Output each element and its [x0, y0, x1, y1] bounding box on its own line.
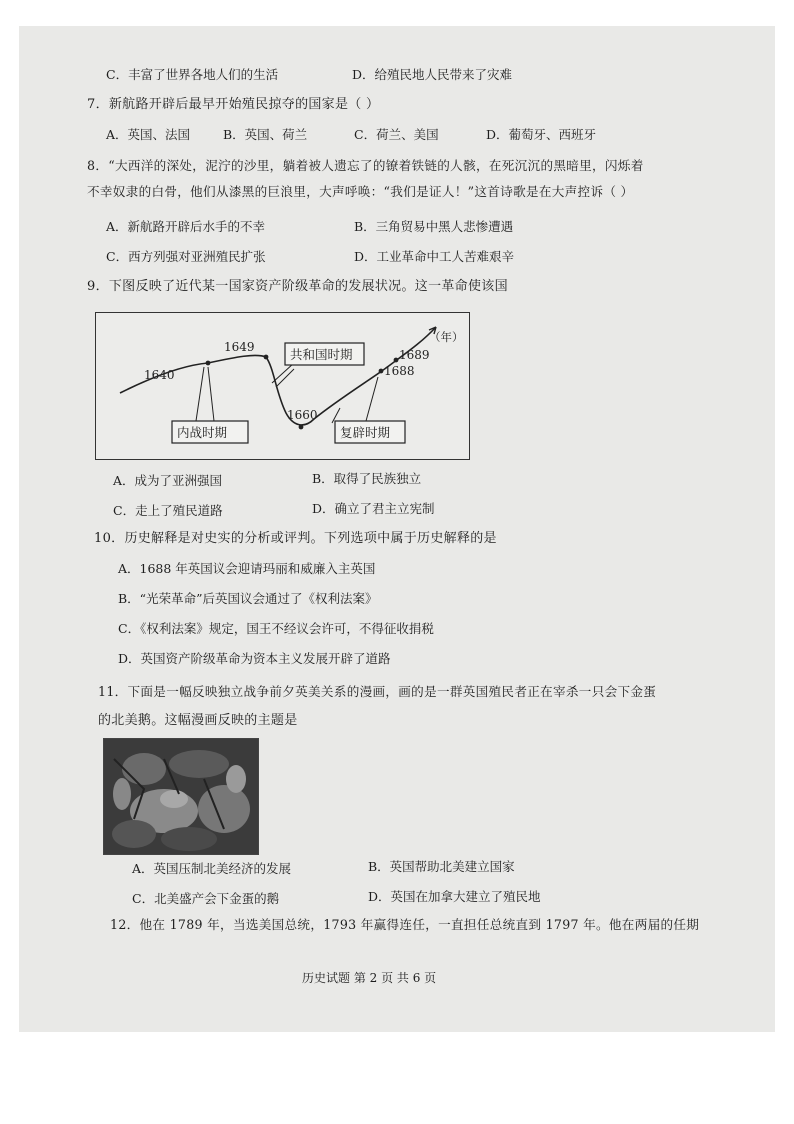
q6-option-d: D．给殖民地人民带来了灾难 [352, 67, 513, 82]
q8-option-a: A．新航路开辟后水手的不幸 [106, 219, 266, 234]
label-restoration: 复辟时期 [340, 425, 391, 440]
label-civil-war: 内战时期 [177, 425, 228, 440]
q11-option-c: C．北美盛产会下金蛋的鹅 [132, 891, 280, 906]
q7-option-a: A．英国、法国 [106, 127, 191, 142]
q11-option-a: A．英国压制北美经济的发展 [132, 861, 292, 876]
q8-option-c: C．西方列强对亚洲殖民扩张 [106, 249, 266, 264]
q8-option-b: B．三角贸易中黑人悲惨遭遇 [354, 219, 514, 234]
point-1689 [394, 358, 399, 363]
cartoon-drawing [104, 739, 258, 854]
point-1649 [264, 355, 269, 360]
q9-option-a: A．成为了亚洲强国 [113, 473, 223, 488]
q10-option-a: A．1688 年英国议会迎请玛丽和威廉入主英国 [118, 561, 376, 576]
q8-option-d: D．工业革命中工人苦难艰辛 [354, 249, 515, 264]
q7-option-d: D．葡萄牙、西班牙 [486, 127, 597, 142]
leader-restoration-2 [366, 377, 378, 421]
q8-stem-line1: 8．“大西洋的深处，泥泞的沙里，躺着被人遗忘了的镣着铁链的人骸，在死沉沉的黑暗里，闪烁着 [87, 158, 644, 173]
q7-stem: 7．新航路开辟后最早开始殖民掠夺的国家是（ ） [87, 97, 380, 112]
label-1688: 1688 [384, 364, 415, 378]
q10-stem: 10．历史解释是对史实的分析或评判。下列选项中属于历史解释的是 [94, 531, 497, 546]
q11-stem-line2: 的北美鹅。这幅漫画反映的主题是 [98, 713, 298, 728]
label-1640: 1640 [144, 368, 175, 382]
point-1640 [206, 361, 211, 366]
exam-page [19, 26, 775, 1032]
q9-option-d: D．确立了君主立宪制 [312, 501, 435, 516]
page-footer: 历史试题 第 2 页 共 6 页 [302, 971, 437, 985]
q9-option-b: B．取得了民族独立 [312, 471, 422, 486]
revolution-timeline-graph [95, 312, 470, 460]
q10-option-c: C．《权利法案》规定，国王不经议会许可，不得征收捐税 [118, 621, 434, 636]
q10-option-b: B．“光荣革命”后英国议会通过了《权利法案》 [118, 591, 378, 606]
label-1660: 1660 [287, 408, 318, 422]
q6-option-c: C．丰富了世界各地人们的生活 [106, 67, 279, 82]
q9-option-c: C．走上了殖民道路 [113, 503, 223, 518]
q11-option-b: B．英国帮助北美建立国家 [368, 859, 515, 874]
q9-stem: 9．下图反映了近代某一国家资产阶级革命的发展状况。这一革命使该国 [87, 279, 508, 294]
timeline-curve-svg [96, 313, 469, 459]
q8-stem-line2: 不幸奴隶的白骨，他们从漆黑的巨浪里，大声呼唤：“我们是证人！”这首诗歌是在大声控诉（ ） [87, 184, 634, 199]
q7-option-c: C．荷兰、美国 [354, 127, 439, 142]
leader-civil-war-2 [208, 367, 214, 421]
q11-option-d: D．英国在加拿大建立了殖民地 [368, 889, 541, 904]
point-1688 [379, 369, 384, 374]
q7-option-b: B．英国、荷兰 [223, 127, 308, 142]
label-1649: 1649 [224, 340, 255, 354]
q11-stem-line1: 11．下面是一幅反映独立战争前夕英美关系的漫画，画的是一群英国殖民者正在宰杀一只会下金蛋 [98, 684, 657, 699]
axis-unit-label: （年） [429, 330, 464, 344]
label-1689: 1689 [399, 348, 430, 362]
q12-stem: 12．他在 1789 年，当选美国总统，1793 年赢得连任，一直担任总统直到 1797 年。他在两届的任期 [110, 917, 700, 932]
point-1660 [299, 425, 304, 430]
goose-cartoon-image [103, 738, 259, 855]
leader-civil-war-1 [196, 367, 204, 421]
label-republic: 共和国时期 [290, 347, 353, 362]
q10-option-d: D．英国资产阶级革命为资本主义发展开辟了道路 [118, 651, 391, 666]
